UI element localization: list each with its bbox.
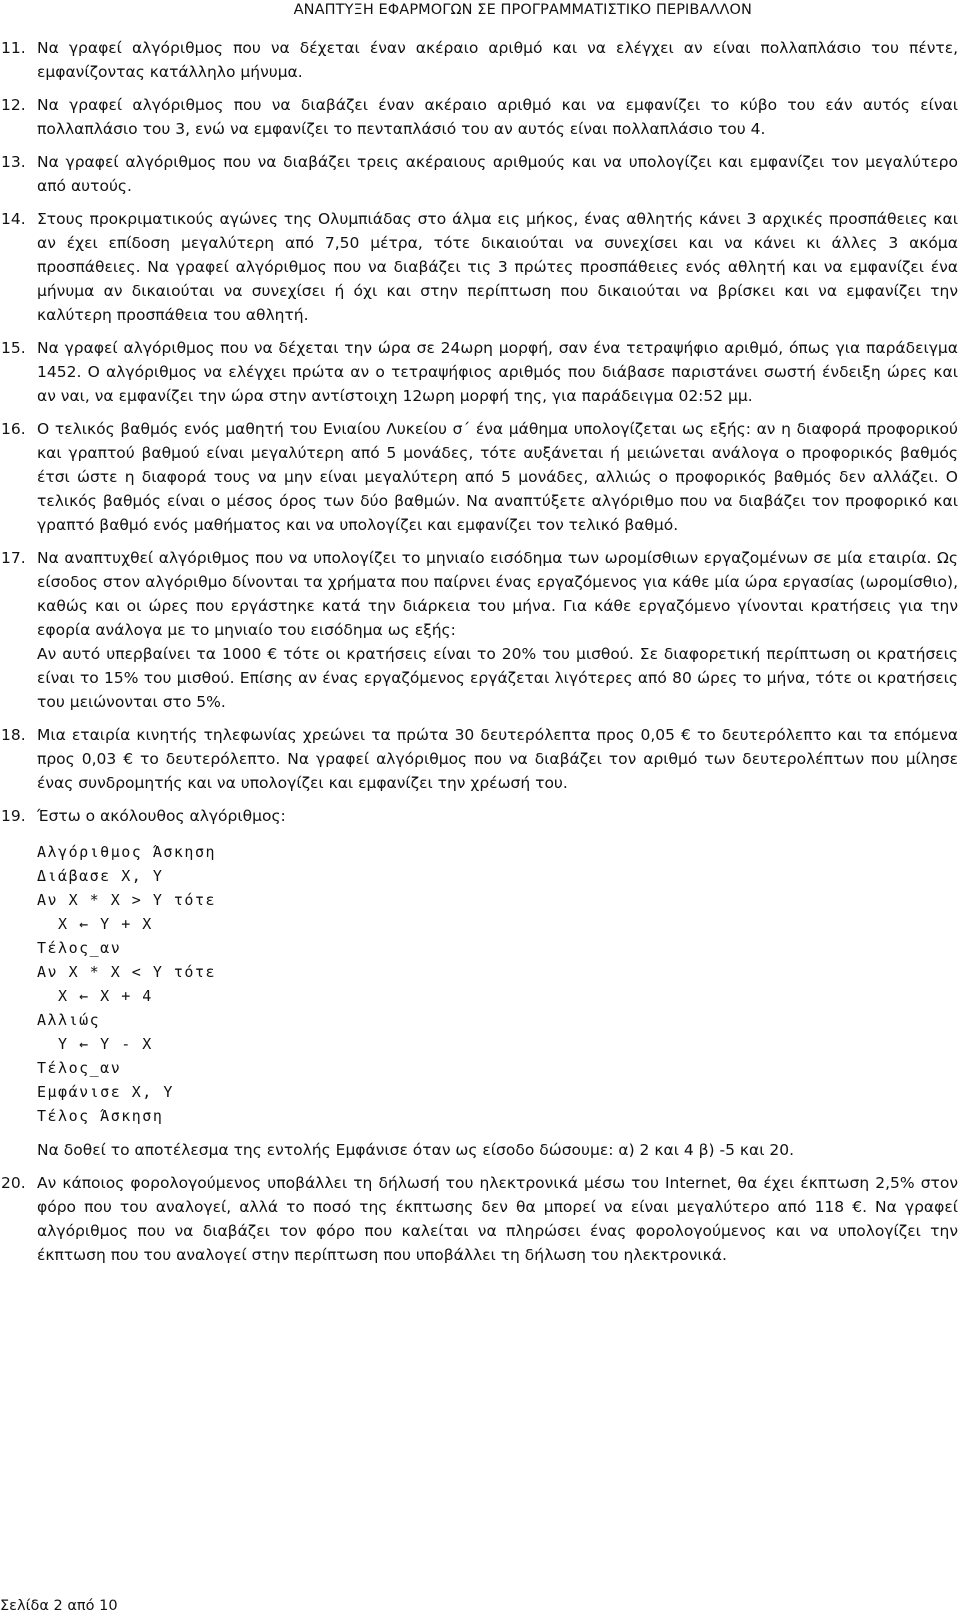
exercise-number: 12. — [1, 96, 26, 114]
exercise-number: 11. — [1, 39, 26, 57]
code-line: Τέλος_αν — [37, 1059, 122, 1077]
code-line: Εμφάνισε Χ, Υ — [37, 1083, 174, 1101]
exercise-text: Να γραφεί αλγόριθμος που να δέχεται έναν ακέραιο αριθμό και να ελέγχει αν είναι πολλαπλάσιο του πέντε, εμφανίζοντας κατάλληλο μήνυμα. — [37, 39, 958, 81]
exercise-text-continued: Αν αυτό υπερβαίνει τα 1000 € τότε οι κρατήσεις είναι το 20% του μισθού. Σε διαφορετική περίπτωση οι κρατήσεις είναι το 15% του μισθού. Επίσης αν ένας εργαζόμενος εργάζεται λιγότερες από 80 ώρες το μήνα, τότε οι κρατήσεις του μειώνονται στο 5%. — [37, 645, 958, 711]
code-line: Τέλος_αν — [37, 939, 122, 957]
code-line: Χ ← Υ + Χ — [37, 915, 153, 933]
exercise-number: 19. — [1, 807, 26, 825]
code-line: Αλλιώς — [37, 1011, 101, 1029]
code-line: Χ ← Χ + 4 — [37, 987, 153, 1005]
exercise-item — [0, 150, 958, 198]
exercise-item — [0, 723, 958, 795]
exercise-number: 13. — [1, 153, 26, 171]
exercise-number: 14. — [1, 210, 26, 228]
exercise-item — [0, 36, 958, 84]
exercise-text: Μια εταιρία κινητής τηλεφωνίας χρεώνει τα πρώτα 30 δευτερόλεπτα προς 0,05 € το δευτερόλεπτο και τα επόμενα προς 0,03 € το δευτερόλεπτο. Να γραφεί αλγόριθμος που να διαβάζει τον αριθμό των δευτερολέπτων που μίλησε ένας συνδρομητής και να υπολογίζει και εμφανίζει την χρέωσή του. — [37, 726, 958, 792]
page-footer: Σελίδα 2 από 10 — [0, 1598, 118, 1614]
code-line: Διάβασε Χ, Υ — [37, 867, 164, 885]
exercise-text: Να γραφεί αλγόριθμος που να διαβάζει τρεις ακέραιους αριθμούς και να υπολογίζει και εμφανίζει τον μεγαλύτερο από αυτούς. — [37, 153, 958, 195]
code-line: Υ ← Υ - Χ — [37, 1035, 153, 1053]
exercise-item — [0, 93, 958, 141]
exercise-item — [0, 417, 958, 537]
exercise-number: 18. — [1, 726, 26, 744]
exercise-number: 16. — [1, 420, 26, 438]
exercise-text: Ο τελικός βαθμός ενός μαθητή του Ενιαίου Λυκείου σ΄ ένα μάθημα υπολογίζεται ως εξής: αν η διαφορά προφορικού και γραπτού βαθμού είναι μεγαλύτερη από 5 μονάδες, τότε αυξάνεται ή μειώνεται ανάλογα ο προφορικός βαθμός έτσι ώστε η διαφορά τους να μην είναι μεγαλύτερη από 5 μονάδες, αλλιώς ο προφορικός βαθμός δεν αλλάζει. Ο τελικός βαθμός είναι ο μέσος όρος των δύο βαθμών. Να αναπτύξετε αλγόριθμο που να διαβάζει τον προφορικό και γραπτό βαθμό ενός μαθήματος και να υπολογίζει και εμφανίζει τον τελικό βαθμό. — [37, 420, 958, 534]
exercise-text: Αν κάποιος φορολογούμενος υποβάλλει τη δήλωσή του ηλεκτρονικά μέσω του Internet, θα έχει έκπτωση 2,5% στον φόρο που του αναλογεί, αλλά το ποσό της έκπτωσης δεν θα μπορεί να είναι μεγαλύτερο από 118 €. Να γραφεί αλγόριθμος που να διαβάζει τον φόρο που καλείται να πληρώσει ένας φορολογούμενος και να υπολογίζει την έκπτωση που του αναλογεί στην περίπτωση που υποβάλλει τη δήλωση του ηλεκτρονικά. — [37, 1174, 958, 1264]
exercise-question: Να δοθεί το αποτέλεσμα της εντολής Εμφάνισε όταν ως είσοδο δώσουμε: α) 2 και 4 β) -5 και 20. — [37, 1141, 795, 1159]
exercise-text: Να αναπτυχθεί αλγόριθμος που να υπολογίζει το μηνιαίο εισόδημα των ωρομίσθιων εργαζομένων σε μία εταιρία. Ως είσοδος στον αλγόριθμο δίνονται τα χρήματα που παίρνει ένας εργαζόμενος για κάθε μία ώρα εργασίας (ωρομίσθιο), καθώς και οι ώρες που εργάστηκε κατά την διάρκεια του μήνα. Για κάθε εργαζόμενο γίνονται κρατήσεις για την εφορία ανάλογα με το μηνιαίο του εισόδημα ως εξής: — [37, 549, 958, 639]
exercise-text: Να γραφεί αλγόριθμος που να διαβάζει έναν ακέραιο αριθμό και να εμφανίζει το κύβο του εάν αυτός είναι πολλαπλάσιο του 3, ενώ να εμφανίζει το πενταπλάσιό του αν αυτός είναι πολλαπλάσιο του 4. — [37, 96, 958, 138]
exercise-number: 20. — [1, 1174, 26, 1192]
exercise-item — [0, 207, 958, 327]
exercise-item — [0, 546, 958, 714]
exercise-item — [0, 1171, 958, 1267]
exercise-text: Στους προκριματικούς αγώνες της Ολυμπιάδας στο άλμα εις μήκος, ένας αθλητής κάνει 3 αρχικές προσπάθειες και αν έχει επίδοση μεγαλύτερη από 7,50 μέτρα, τότε δικαιούται να συνεχίσει και να κάνει κι άλλες 3 ακόμα προσπάθειες. Να γραφεί αλγόριθμος που να διαβάζει τις 3 πρώτες προσπάθειες ενός αθλητή και να εμφανίζει ένα μήνυμα αν δικαιούται να συνεχίσει ή όχι και στην περίπτωση που δικαιούται να βρίσκει και να εμφανίζει την καλύτερη προσπάθεια του αθλητή. — [37, 210, 958, 324]
page-header: ΑΝΑΠΤΥΞΗ ΕΦΑΡΜΟΓΩΝ ΣΕ ΠΡΟΓΡΑΜΜΑΤΙΣΤΙΚΟ ΠΕΡΙΒΑΛΛΟΝ — [293, 2, 752, 18]
code-line: Αν Χ * Χ < Υ τότε — [37, 963, 217, 981]
exercise-number: 17. — [1, 549, 26, 567]
exercise-number: 15. — [1, 339, 26, 357]
exercise-list — [0, 36, 958, 1276]
exercise-item — [0, 804, 958, 1162]
exercise-item — [0, 336, 958, 408]
pseudocode-block — [37, 840, 958, 1128]
code-line: Τέλος Άσκηση — [37, 1107, 164, 1125]
exercise-text: Έστω ο ακόλουθος αλγόριθμος: — [37, 807, 286, 825]
exercise-text: Να γραφεί αλγόριθμος που να δέχεται την ώρα σε 24ωρη μορφή, σαν ένα τετραψήφιο αριθμό, όπως για παράδειγμα 1452. Ο αλγόριθμος να ελέγχει πρώτα αν ο τετραψήφιος αριθμός που διάβασε παριστάνει σωστή ένδειξη ώρες και αν ναι, να εμφανίζει την ώρα στην αντίστοιχη 12ωρη μορφή της, για παράδειγμα 02:52 μμ. — [37, 339, 958, 405]
code-line: Αν Χ * Χ > Υ τότε — [37, 891, 217, 909]
code-line: Αλγόριθμος Άσκηση — [37, 843, 217, 861]
